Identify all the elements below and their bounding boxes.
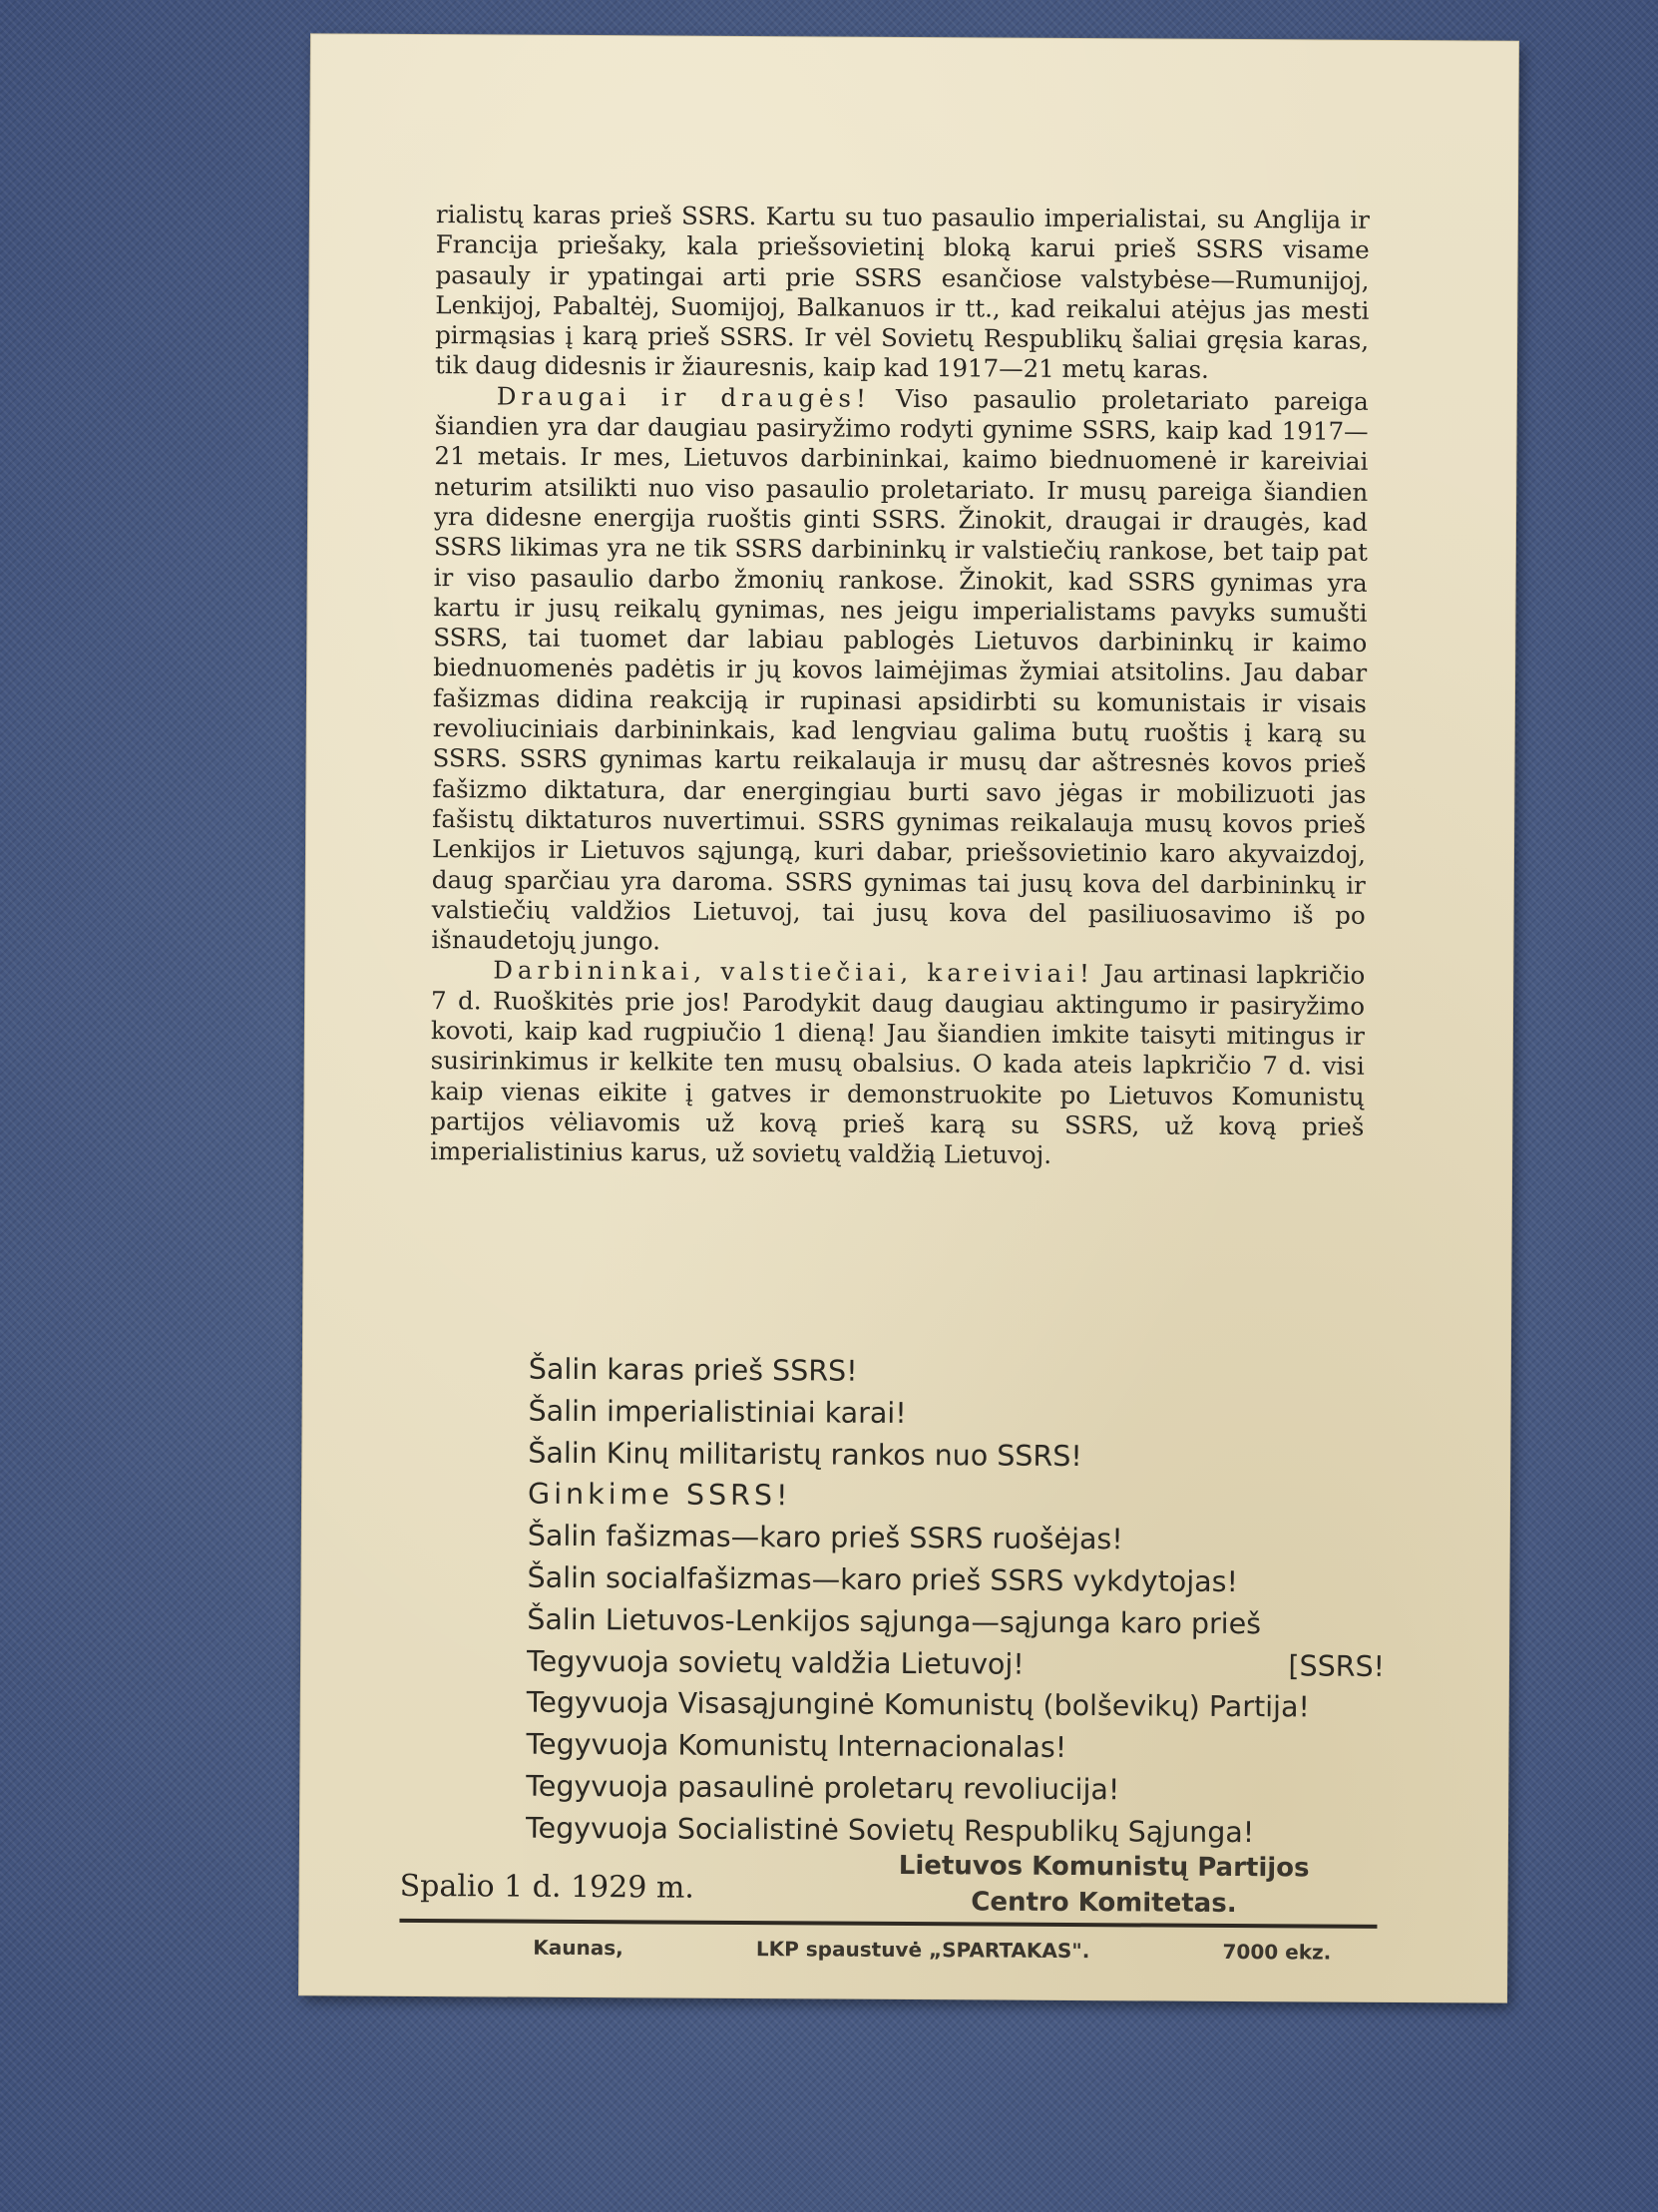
signature-block (898, 1848, 1309, 1923)
slogan-list (526, 1349, 1387, 1855)
slogan: Tegyvuoja Socialistinė Sovietų Respublikų Sąjunga! (525, 1811, 1255, 1849)
paragraph (431, 381, 1368, 961)
leaflet-body (430, 200, 1370, 1172)
signature-committee: Centro Komitetas. (971, 1887, 1237, 1920)
slogan: Šalin fašizmas—karo prieš SSRS ruošėjas! (527, 1519, 1123, 1556)
slogan: Tegyvuoja Komunistų Internacionalas! (526, 1727, 1067, 1765)
slogan-continuation: [SSRS! (1288, 1648, 1386, 1683)
slogan-row (527, 1640, 1385, 1687)
paragraph-text: Viso pasaulio proletariato pareiga šiandien yra dar daugiau pasiryžimo rodyti gynime SSRS, kaip kad 1917—21 metais. Ir mes, Lietuvos darbininkai, kaimo biednuomenė ir kareiviai neturim atsilikti nuo viso pasaulio proletariato. Ir musų pareiga šiandien yra didesne energija ruoštis ginti SSRS. Žinokit, draugai ir draugės, kad SSRS likimas yra ne tik SSRS darbininkų ir valstiečių rankose, bet taip pat ir viso pasaulio darbo žmonių rankose. Žinokit, kad SSRS gynimas yra kartu ir jusų reikalų gynimas, nes jeigu imperialistams pavyks sumušti SSRS, tai tuomet dar labiau pablogės Lietuvos darbininkų ir kaimo biednuomenės padėtis ir jų kovos laimėjimas žymiai atsitolins. Jau dabar fašizmas didina reakciją ir rupinasi apsidirbti su komunistais ir visais revoliuciniais darbininkais, kad lengviau galima butų ruoštis į karą su SSRS. SSRS gynimas kartu reikalauja ir musų dar aštresnės kovos prieš fašizmo diktatura, dar energingiau burti savo jėgas ir mobilizuoti jas fašistų diktaturos nuvertimui. SSRS gynimas reikalauja musų kovos prieš Lenkijos ir Lietuvos sąjungą, kuri dabar, priešsovietinio karo akyvaizdoj, daug sparčiau yra daroma. SSRS gynimas tai jusų kova del darbininkų ir valstiečių valdžios Lietuvoj, tai jusų kova del pasiliuosavimo iš po išnaudetojų jungo. (431, 383, 1369, 956)
paragraph (430, 955, 1365, 1172)
imprint-print-run: 7000 ekz. (1222, 1939, 1332, 1965)
slogan: Ginkime SSRS! (527, 1478, 792, 1513)
leaflet-sheet (299, 34, 1518, 2001)
issue-date: Spalio 1 d. 1929 m. (399, 1868, 694, 1906)
slogan: Šalin imperialistiniai karai! (528, 1394, 907, 1430)
paragraph-lead: Draugai ir draugės! (496, 381, 871, 413)
paragraph-text: Jau artinasi lapkričio 7 d. Ruoškitės prie jos! Parodykit daug daugiau aktingumo ir pasiryžimo kovoti, kaip kad rugpiučio 1 dieną! Jau šiandien imkite taisyti mitingus ir susirinkimus ir kelkite ten musų obalsius. O kada ateis lapkričio 7 d. visi kaip vienas eikite į gatves ir demonstruokite po Lietuvos Komunistų partijos vėliavomis už kovą prieš karą su SSRS, už kovą prieš imperialistinius karus, už sovietų valdžią Lietuvoj. (430, 959, 1366, 1170)
imprint-printer: LKP spaustuvė „SPARTAKAS". (755, 1937, 1090, 1964)
slogan: Šalin socialfašizmas—karo prieš SSRS vykdytojas! (527, 1560, 1239, 1599)
paragraph-text: rialistų karas prieš SSRS. Kartu su tuo pasaulio imperialistai, su Anglija ir Francija priešaky, kala priešsovietinį bloką karui prieš SSRS visame pasauly ir ypatingai arti prie SSRS esančiose valstybėse—Rumunijoj, Lenkijoj, Pabaltėj, Suomijoj, Balkanuos ir tt., kad reikalui atėjus jas mesti pirmąsias į karą prieš SSRS. Ir vėl Sovietų Respublikų šaliai gręsia karas, tik daug didesnis ir žiauresnis, kaip kad 1917—21 metų karas. (434, 200, 1370, 385)
slogan: Tegyvuoja Visasąjunginė Komunistų (bolševikų) Partija! (526, 1686, 1311, 1724)
slogan: Šalin Kinų militaristų rankos nuo SSRS! (528, 1436, 1082, 1473)
paragraph-lead: Darbininkai, valstiečiai, kareiviai! (493, 955, 1094, 989)
signature-organization: Lietuvos Komunistų Partijos (898, 1850, 1310, 1884)
slogan: Šalin Lietuvos-Lenkijos sąjunga—sąjunga karo prieš (527, 1602, 1262, 1640)
imprint-line (533, 1936, 1331, 1965)
imprint-city: Kaunas, (533, 1935, 623, 1961)
slogan: Tegyvuoja sovietų valdžia Lietuvoj! (526, 1644, 1025, 1681)
paragraph (435, 200, 1370, 386)
slogan: Tegyvuoja pasaulinė proletarų revoliucija! (526, 1769, 1120, 1807)
slogan: Šalin karas prieš SSRS! (528, 1352, 858, 1388)
